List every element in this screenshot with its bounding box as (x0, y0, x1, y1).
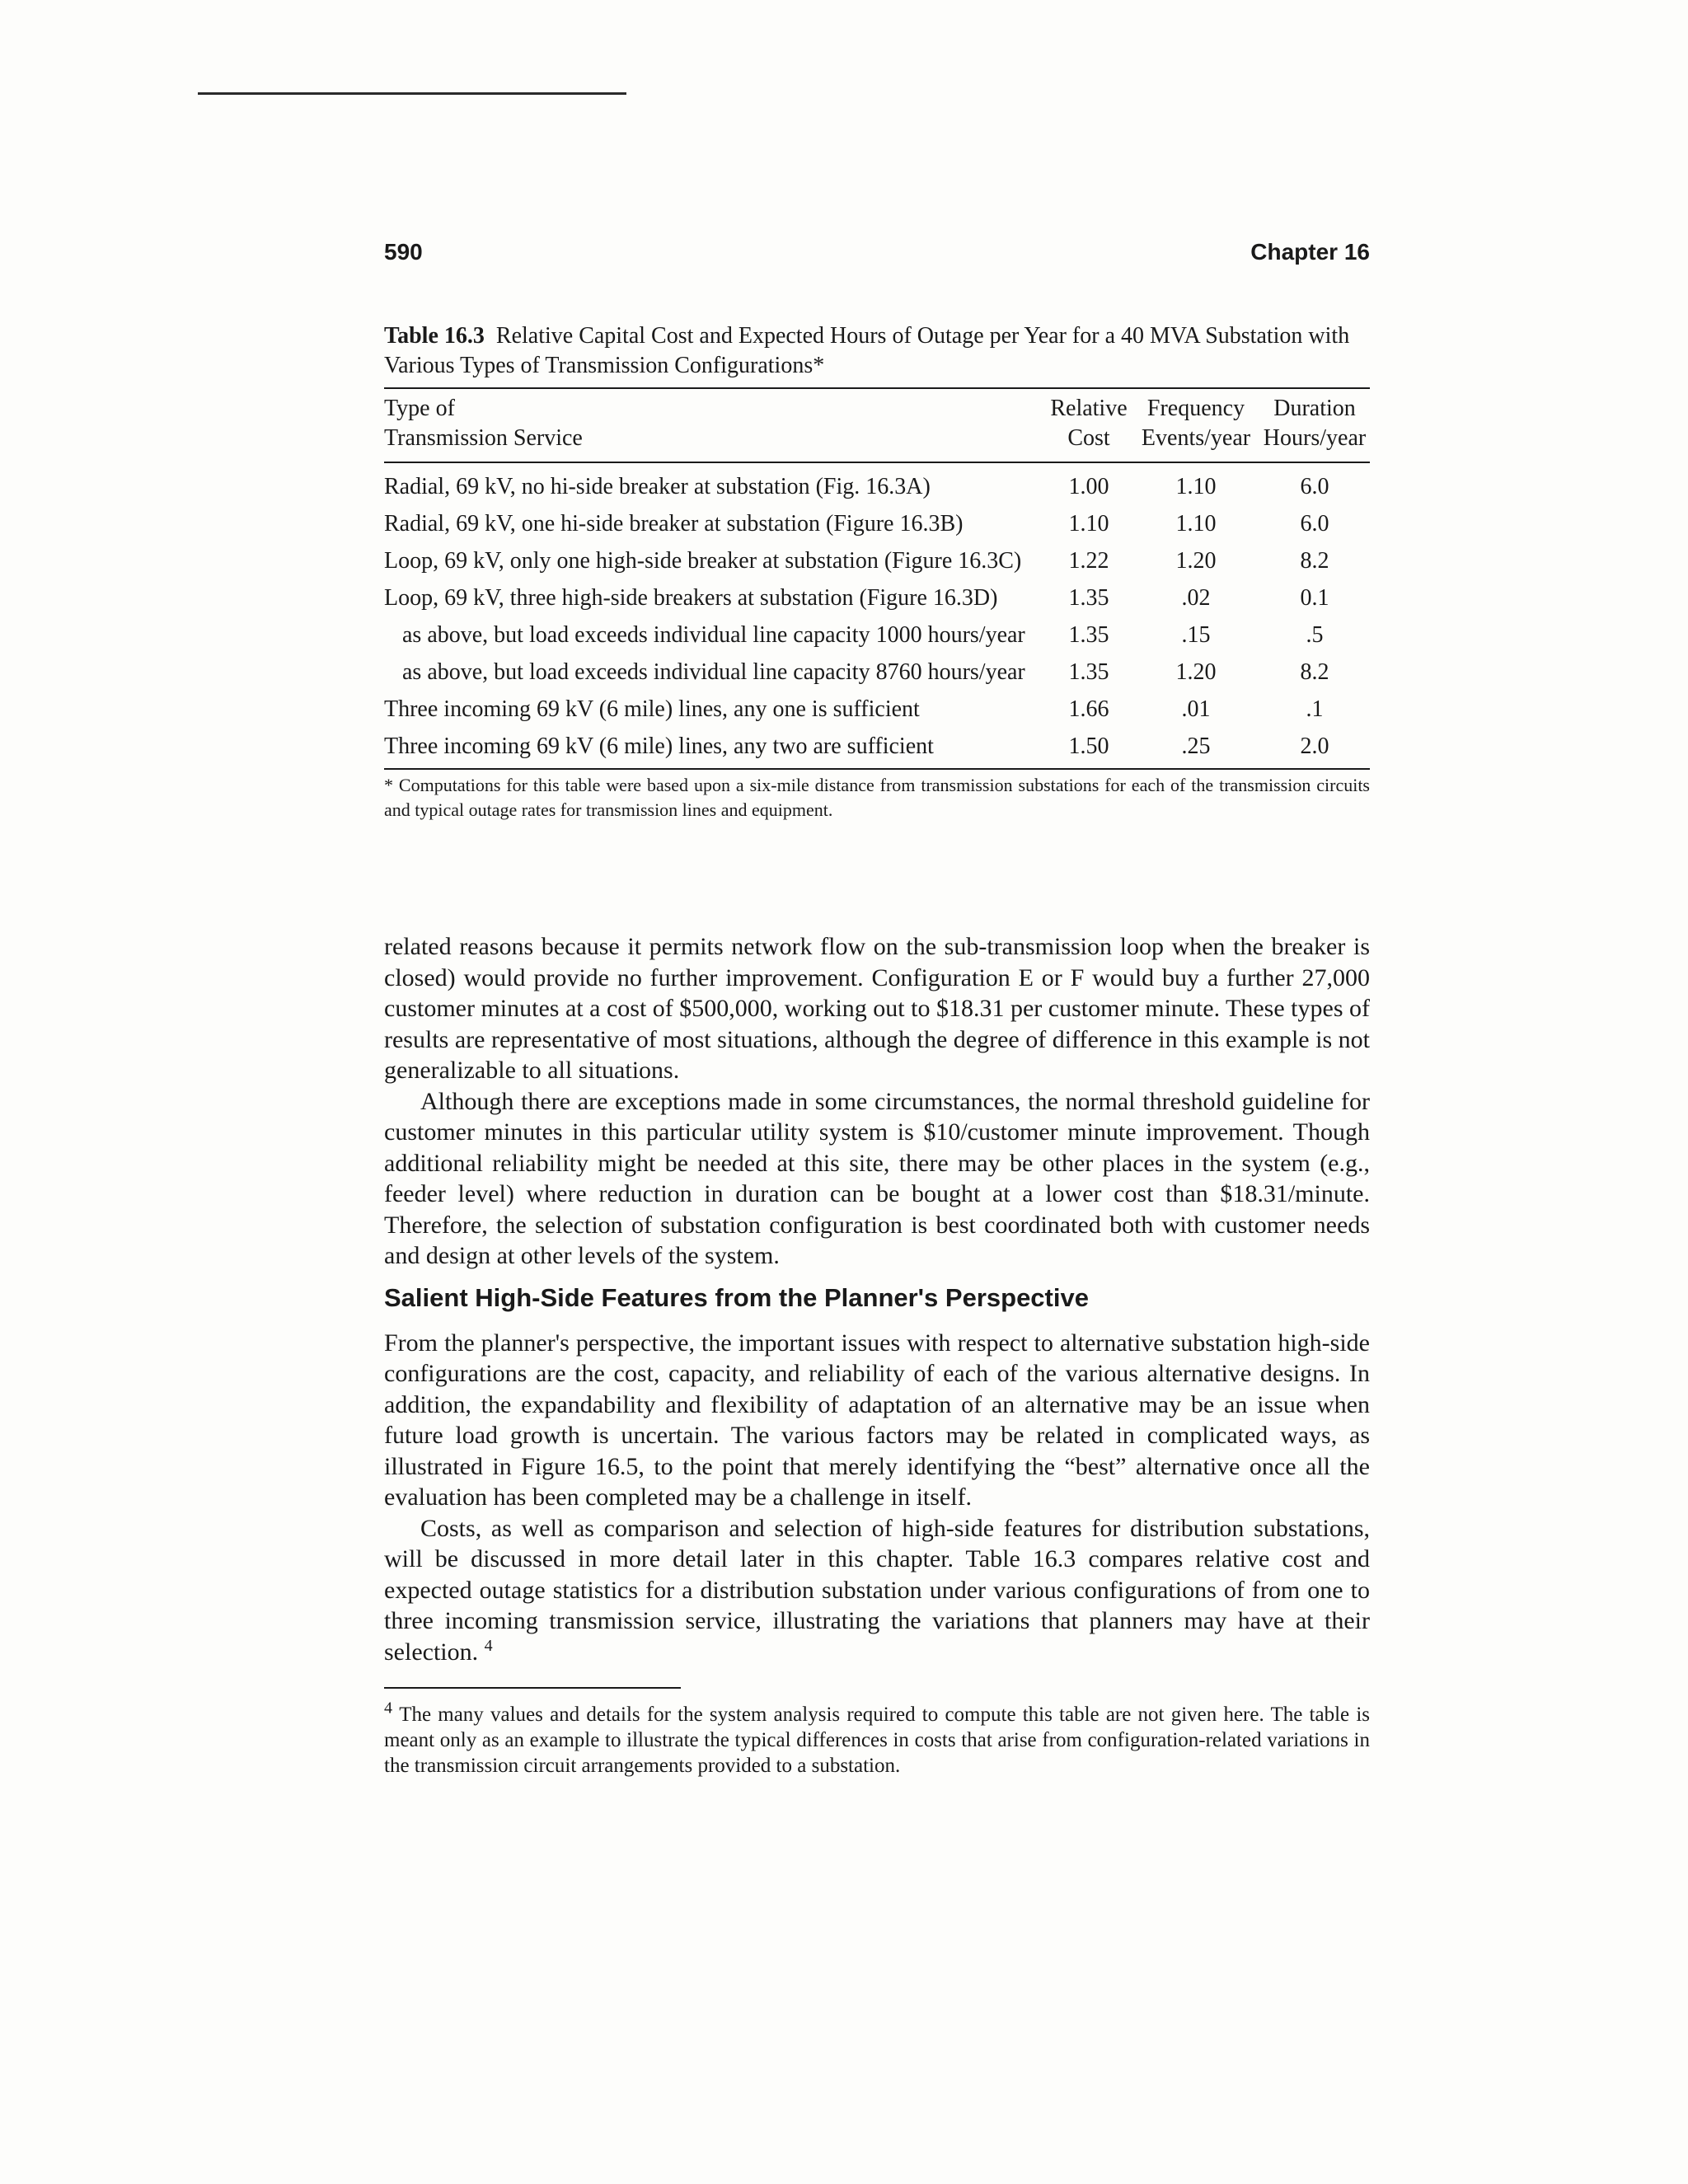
paragraph-text: Costs, as well as comparison and selection of high-side features for distribution substations, will be discussed in more detail later in this chapter. Table 16.3 compares relative cost and expected outage statistics for a distribution substation under various configurations of from one to three incoming transmission service, illustrating the variations that planners may have at their selection. (384, 1514, 1370, 1666)
table-bottom-rule (384, 768, 1370, 770)
top-decorative-rule (198, 92, 626, 95)
cell-duration: 6.0 (1300, 474, 1329, 499)
cell-duration: .5 (1306, 622, 1324, 648)
column-header-cost: Relative Cost (1050, 396, 1128, 451)
cell-duration: 2.0 (1300, 733, 1329, 759)
table-footnote: * Computations for this table were based upon a six-mile distance from transmission substations for each of the transmission circuits and typical outage rates for transmission lines and equipment. (384, 775, 1370, 820)
footnote-text: The many values and details for the system analysis required to compute this table are not given here. The table is meant only as an example to illustrate the typical differences in costs that arise from configuration-related variations in the transmission circuit arrangements provided to a substation. (384, 1704, 1370, 1777)
table-row (384, 542, 1370, 579)
cell-cost: 1.66 (1068, 696, 1109, 722)
page-number: 590 (384, 239, 423, 265)
footnote-reference: 4 (484, 1636, 493, 1655)
table-top-rule (384, 387, 1370, 389)
footnote-rule (384, 1687, 681, 1689)
column-header-type: Type of Transmission Service (384, 396, 583, 451)
cell-description: Loop, 69 kV, three high-side breakers at substation (Figure 16.3D) (384, 585, 998, 611)
cell-description: Loop, 69 kV, only one high-side breaker at substation (Figure 16.3C) (384, 548, 1022, 574)
table-body (384, 468, 1370, 765)
chapter-label: Chapter 16 (1250, 239, 1370, 265)
column-header-frequency: Frequency Events/year (1141, 396, 1251, 451)
cell-description: Radial, 69 kV, one hi-side breaker at substation (Figure 16.3B) (384, 511, 964, 537)
table-caption (384, 321, 1370, 381)
table-header-rule (384, 462, 1370, 463)
cell-cost: 1.22 (1068, 548, 1109, 574)
cell-frequency: .01 (1181, 696, 1211, 722)
column-header-duration: Duration Hours/year (1263, 396, 1367, 451)
cell-frequency: .02 (1181, 585, 1211, 611)
table-header (384, 394, 1370, 457)
cell-cost: 1.50 (1068, 733, 1109, 759)
cell-description: as above, but load exceeds individual line capacity 1000 hours/year (402, 622, 1025, 648)
table-caption-text: Relative Capital Cost and Expected Hours of Outage per Year for a 40 MVA Substation with Various Types of Transmission Configurations* (384, 323, 1350, 378)
cell-cost: 1.00 (1068, 474, 1109, 499)
footnote (384, 1699, 1370, 1779)
cell-duration: 8.2 (1300, 548, 1329, 574)
paragraph (384, 1513, 1370, 1668)
body-text (384, 931, 1370, 1779)
paragraph: related reasons because it permits network flow on the sub-transmission loop when the breaker is closed) would provide no further improvement. Configuration E or F would buy a further 27,000 customer minutes at a cost of $500,000, working out to $18.31 per customer minute. These types of results are representative of most situations, although the degree of difference in this example is not generalizable to all situations. (384, 933, 1370, 1084)
cell-frequency: .15 (1181, 622, 1211, 648)
table-row (384, 691, 1370, 728)
cell-cost: 1.10 (1068, 511, 1109, 537)
section-heading: Salient High-Side Features from the Planner's Perspective (384, 1282, 1089, 1312)
cell-frequency: 1.10 (1175, 474, 1217, 499)
footnote-marker: 4 (384, 1699, 392, 1718)
cell-duration: 0.1 (1300, 585, 1329, 611)
cell-frequency: 1.20 (1175, 659, 1217, 685)
table-label: Table 16.3 (384, 323, 485, 349)
table-16-3 (384, 321, 1370, 823)
cell-description: Three incoming 69 kV (6 mile) lines, any one is sufficient (384, 696, 920, 722)
cell-description: Three incoming 69 kV (6 mile) lines, any two are sufficient (384, 733, 934, 759)
table-row (384, 654, 1370, 691)
cell-duration: .1 (1306, 696, 1324, 722)
cell-cost: 1.35 (1068, 622, 1109, 648)
cell-frequency: .25 (1181, 733, 1211, 759)
cell-cost: 1.35 (1068, 659, 1109, 685)
cell-duration: 8.2 (1300, 659, 1329, 685)
cell-frequency: 1.10 (1175, 511, 1217, 537)
table-row (384, 468, 1370, 505)
cell-frequency: 1.20 (1175, 548, 1217, 574)
cell-cost: 1.35 (1068, 585, 1109, 611)
cell-description: as above, but load exceeds individual line capacity 8760 hours/year (402, 659, 1025, 685)
paragraph: Although there are exceptions made in some circumstances, the normal threshold guideline for customer minutes in this particular utility system is $10/customer minute improvement. Though additional reliability might be needed at this site, there may be other places in the system (e.g., feeder level) where reduction in duration can be bought at a lower cost than $18.31/minute. Therefore, the selection of substation configuration is best coordinated both with customer needs and design at other levels of the system. (384, 1087, 1370, 1269)
cell-description: Radial, 69 kV, no hi-side breaker at substation (Fig. 16.3A) (384, 474, 931, 499)
table-row (384, 616, 1370, 654)
table-row (384, 505, 1370, 542)
cell-duration: 6.0 (1300, 511, 1329, 537)
table-row (384, 579, 1370, 616)
table-row (384, 728, 1370, 765)
paragraph: From the planner's perspective, the important issues with respect to alternative substation high-side configurations are the cost, capacity, and reliability of each of the various alternative designs. In addition, the expandability and flexibility of adaptation of an alternative may be an issue when future load growth is uncertain. The various factors may be related in complicated ways, as illustrated in Figure 16.5, to the point that merely identifying the “best” alternative once all the evaluation has been completed may be a challenge in itself. (384, 1329, 1370, 1511)
